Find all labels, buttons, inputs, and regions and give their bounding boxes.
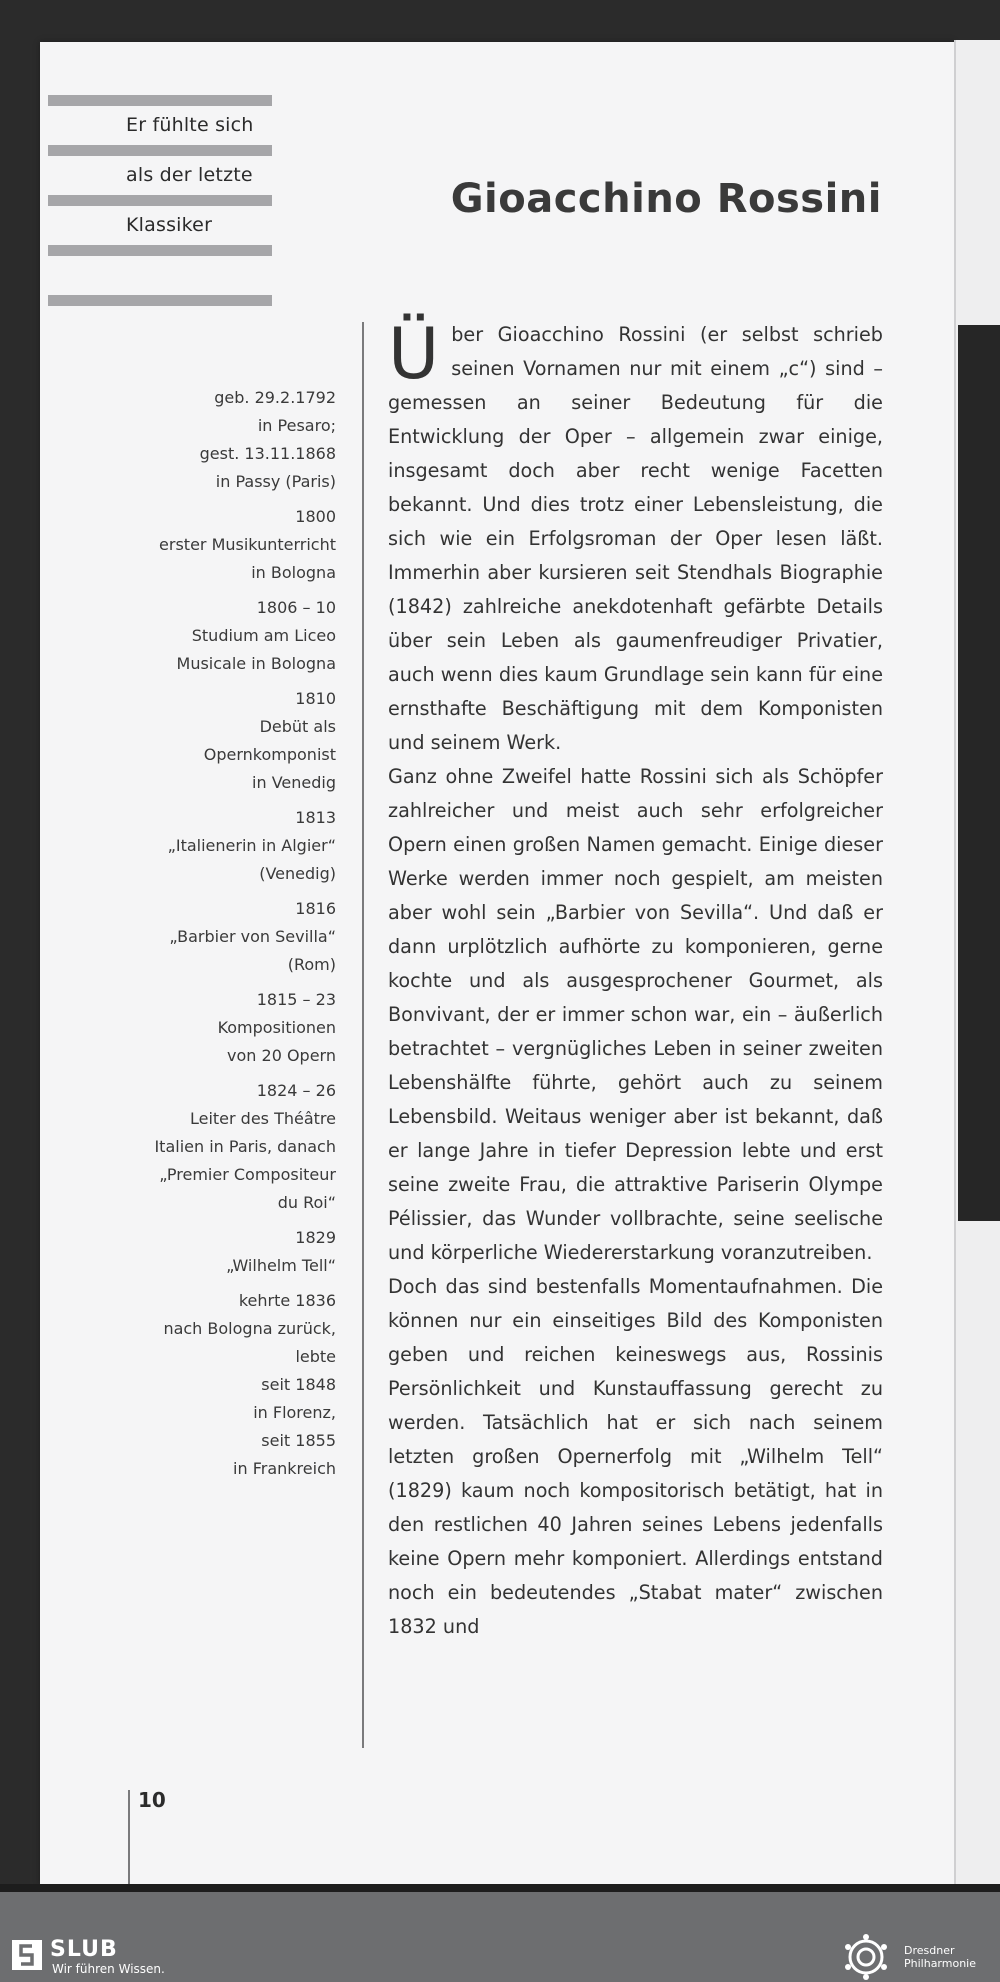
timeline-line: seit 1848 xyxy=(261,1375,336,1394)
timeline-line: „Italienerin in Algier“ xyxy=(167,836,336,855)
slub-logo-icon[interactable] xyxy=(12,1940,42,1970)
paragraph-2: Ganz ohne Zweifel hatte Rossini sich als Schöpfer zahlreicher und meist auch sehr erfolgreicher Opern einen großen Namen gemacht. Einige dieser Werke werden immer noch gespielt, am meisten aber wohl sein „Barbier von Sevilla“. Und daß er dann urplötzlich aufhörte zu komponieren, gerne kochte und als ausgesprochener Gourmet, als Bonvivant, der er immer schon war, ein – äußerlich betrachtet – vergnügliches Leben in seiner zweiten Lebenshälfte führte, gehört auch zu seinem Lebensbild. Weitaus weniger aber ist bekannt, daß er lange Jahre in tiefer Depression lebte und erst seine zweite Frau, die attraktive Pariserin Olympe Pélissier, das Wunder vollbrachte, seine seelische und körperliche Wiedererstarkung voranzutreiben. xyxy=(388,765,883,1264)
timeline-line: 1810 xyxy=(295,689,336,708)
timeline-line: kehrte 1836 xyxy=(238,1291,336,1310)
timeline-entry xyxy=(110,685,336,797)
timeline-line: „Barbier von Sevilla“ xyxy=(169,927,336,946)
margin-bar xyxy=(48,195,272,206)
timeline-entry xyxy=(110,1077,336,1217)
next-page-dark-tab xyxy=(958,325,1000,1221)
paragraph-1-text: ber Gioacchino Rossini (er selbst schrieb seinen Vornamen nur mit einem „c“) sind – gemessen an seiner Bedeutung für die Entwicklung der Oper – allgemein zwar einige, insgesamt doch aber recht wenige Facetten bekannt. Und dies trotz einer Lebensleistung, die sich wie ein Erfolgsroman der Oper lesen läßt. Immerhin aber kursieren seit Stendhals Biographie (1842) zahlreiche anekdotenhaft gefärbte Details über sein Leben als gaumenfreudiger Privatier, auch wenn dies kaum Grundlage sein kann für eine ernsthafte Beschäftigung mit dem Komponisten und seinem Werk. xyxy=(388,323,883,754)
slub-name[interactable]: SLUB xyxy=(50,1937,118,1962)
timeline-line: von 20 Opern xyxy=(227,1046,336,1065)
timeline-line: (Venedig) xyxy=(259,864,336,883)
timeline-line: 1800 xyxy=(295,507,336,526)
side-heading-line-1: Er fühlte sich xyxy=(126,114,254,136)
timeline-line: „Premier Compositeur xyxy=(159,1165,336,1184)
timeline-line: 1806 – 10 xyxy=(256,598,336,617)
footer-rule xyxy=(128,1790,130,1884)
timeline-line: in Florenz, xyxy=(253,1403,336,1422)
timeline-line: in Frankreich xyxy=(233,1459,336,1478)
page-number: 10 xyxy=(138,1788,166,1812)
timeline-line: 1816 xyxy=(295,899,336,918)
timeline-line: Leiter des Théâtre xyxy=(189,1109,336,1128)
timeline-entry xyxy=(110,1287,336,1483)
timeline-entry xyxy=(110,986,336,1070)
column-rule xyxy=(362,322,364,1748)
timeline-entry xyxy=(110,503,336,587)
paragraph-3: Doch das sind bestenfalls Momentaufnahmen. Die können nur ein einseitiges Bild des Komponisten geben und reichen keineswegs aus, Rossinis Persönlichkeit und Kunstauffassung gerecht zu werden. Tatsächlich hat er sich nach seinem letzten großen Opernerfolg mit „Wilhelm Tell“ (1829) kaum noch kompositorisch betätigt, hat in den restlichen 40 Jahren seines Lebens jedenfalls keine Opern mehr komponiert. Allerdings entstand noch ein bedeutendes „Stabat mater“ zwischen 1832 und xyxy=(388,1275,883,1638)
margin-bar xyxy=(48,245,272,256)
margin-bar xyxy=(48,145,272,156)
timeline-line: lebte xyxy=(295,1347,336,1366)
timeline-entry xyxy=(110,804,336,888)
timeline-line: gest. 13.11.1868 xyxy=(199,444,336,463)
timeline-entry xyxy=(110,1224,336,1280)
page-bottom-edge xyxy=(0,1884,1000,1892)
partner-name-line-2: Philharmonie xyxy=(904,1957,976,1970)
paragraph-1 xyxy=(388,313,883,760)
article-title: Gioacchino Rossini xyxy=(450,176,882,222)
timeline-entry xyxy=(110,895,336,979)
margin-bar xyxy=(48,95,272,106)
timeline-entry xyxy=(110,384,336,496)
timeline-line: Italien in Paris, danach xyxy=(154,1137,336,1156)
timeline-line: geb. 29.2.1792 xyxy=(214,388,336,407)
partner-name xyxy=(904,1944,976,1970)
drop-cap: Ü xyxy=(388,313,440,395)
timeline-entry xyxy=(110,594,336,678)
side-heading-line-3: Klassiker xyxy=(126,214,213,236)
timeline-line: seit 1855 xyxy=(261,1431,336,1450)
timeline-line: in Bologna xyxy=(251,563,336,582)
timeline-line: Musicale in Bologna xyxy=(176,654,336,673)
next-page-edge xyxy=(954,40,1000,1886)
side-heading-line-2: als der letzte xyxy=(126,164,253,186)
timeline-line: Kompositionen xyxy=(217,1018,336,1037)
article-body xyxy=(388,313,883,1644)
timeline-line: (Rom) xyxy=(287,955,336,974)
timeline-line: erster Musikunterricht xyxy=(159,535,336,554)
timeline-line: in Passy (Paris) xyxy=(215,472,336,491)
timeline-line: 1813 xyxy=(295,808,336,827)
timeline-line: du Roi“ xyxy=(277,1193,336,1212)
timeline-line: Debüt als xyxy=(259,717,336,736)
timeline-line: 1824 – 26 xyxy=(256,1081,336,1100)
timeline-line: „Wilhelm Tell“ xyxy=(226,1256,336,1275)
timeline-line: in Pesaro; xyxy=(257,416,336,435)
timeline-line: in Venedig xyxy=(252,773,336,792)
dresdner-philharmonie-logo-icon[interactable] xyxy=(840,1934,892,1980)
timeline-line: Opernkomponist xyxy=(203,745,336,764)
biography-timeline xyxy=(110,384,336,1490)
margin-bar xyxy=(48,295,272,306)
timeline-line: 1829 xyxy=(295,1228,336,1247)
timeline-line: nach Bologna zurück, xyxy=(163,1319,336,1338)
timeline-line: Studium am Liceo xyxy=(191,626,336,645)
slub-tagline: Wir führen Wissen. xyxy=(52,1962,165,1976)
partner-name-line-1: Dresdner xyxy=(904,1944,955,1957)
timeline-line: 1815 – 23 xyxy=(256,990,336,1009)
